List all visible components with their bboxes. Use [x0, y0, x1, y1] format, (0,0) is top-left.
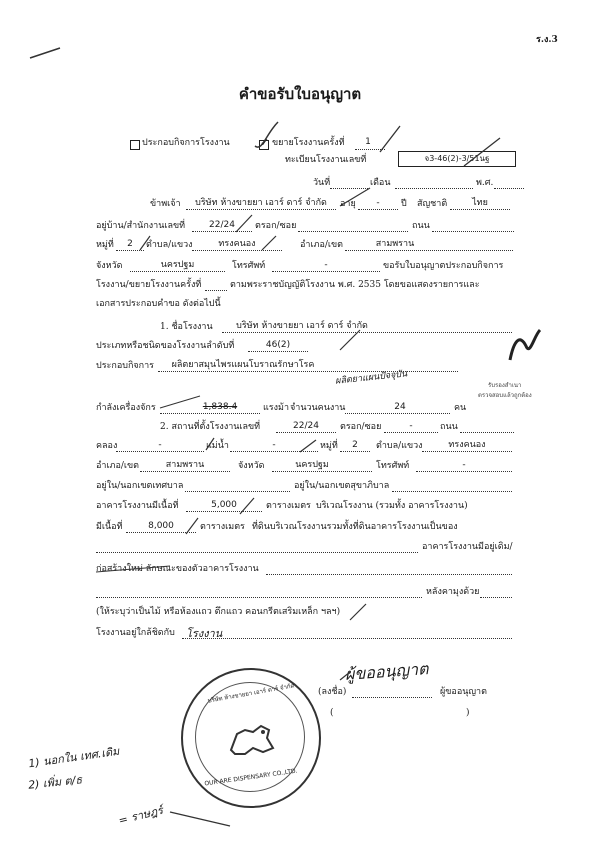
- page-title: คำขอรับใบอนุญาต: [238, 85, 362, 103]
- location-phone: -: [462, 460, 466, 470]
- year-unit: ปี: [401, 199, 407, 209]
- area-value: 5,000: [211, 500, 237, 510]
- factory-type-no: 46(2): [265, 340, 291, 350]
- business-handwritten-note: ผลิตยาแผนปัจจุบัน: [334, 369, 408, 387]
- workers-label: จำนวนคนงาน: [290, 403, 346, 413]
- river-label: แม่น้ำ: [206, 441, 229, 451]
- roof-label: หลังคามุงด้วย: [426, 587, 480, 597]
- area-note: บริเวณโรงงาน (รวมทั้ง อาคารโรงงาน): [316, 501, 468, 511]
- age-label: อายุ: [340, 199, 356, 209]
- location-phone-label: โทรศัพท์: [376, 461, 410, 471]
- para1-line1b: ตามพระราชบัญญัติโรงงาน พ.ศ. 2535 โดยขอแสดงรายการและ: [230, 280, 480, 290]
- area-label: อาคารโรงงานมีเนื้อที่: [96, 501, 179, 511]
- factory-type-label: ประเภทหรือชนิดของโรงงานลำดับที่: [96, 341, 235, 351]
- river-value: -: [272, 440, 276, 450]
- open-paren: (: [330, 708, 334, 718]
- district-value: สามพราน: [375, 239, 415, 249]
- sign-label: (ลงชื่อ): [318, 687, 347, 697]
- power-value: 1,838.4: [202, 402, 238, 412]
- power-label: กำลังเครื่องจักร: [96, 403, 156, 413]
- location-road-label: ถนน: [440, 422, 458, 432]
- margin-note-3: = ราษฎร์: [117, 803, 165, 828]
- zone-sanitary: อยู่ใน/นอกเขตสุขาภิบาล: [294, 481, 390, 491]
- building-existing: อาคารโรงงานมีอยู่เดิม/: [422, 542, 513, 552]
- location-subdistrict: ทรงคนอง: [448, 440, 486, 450]
- year-label: พ.ศ.: [476, 178, 494, 188]
- location-province: นครปฐม: [295, 460, 329, 470]
- expand-checkbox[interactable]: ✓: [260, 136, 270, 149]
- location-label: 2. สถานที่ตั้งโรงงานเลขที่: [160, 422, 261, 432]
- registration-number-box: จ3-46(2)-3/51นฐ: [398, 151, 516, 167]
- power-unit: แรงม้า: [263, 403, 290, 413]
- zone-municipality: อยู่ใน/นอกเขตเทศบาล: [96, 481, 184, 491]
- nationality-value: ไทย: [472, 198, 488, 208]
- moo-value: 2: [127, 239, 133, 249]
- land-label: มีเนื้อที่: [96, 522, 123, 532]
- applicant-name: บริษัท ห้างขายยา เอาร์ ดาร์ จำกัด: [195, 198, 327, 208]
- district-label: อำเภอ/เขต: [300, 240, 343, 250]
- factory-name-label: 1. ชื่อโรงงาน: [160, 322, 213, 332]
- klong-value: -: [158, 440, 162, 450]
- business-value: ผลิตยาสมุนไพรแผนโบราณรักษาโรค: [171, 360, 315, 370]
- month-label: เดือน: [370, 178, 391, 188]
- nationality-label: สัญชาติ: [417, 199, 448, 209]
- klong-label: คลอง: [96, 441, 118, 451]
- age-value: -: [376, 198, 380, 208]
- close-paren: ): [466, 708, 470, 718]
- applicant-role: ผู้ขออนุญาต: [440, 687, 487, 697]
- building-new: ก่อสร้างใหม่ ลักษณะของตัวอาคารโรงงาน: [96, 564, 259, 574]
- factory-name: บริษัท ห้างขายยา เอาร์ ดาร์ จำกัด: [236, 321, 368, 331]
- workers-unit: คน: [454, 403, 467, 413]
- location-alley: -: [409, 421, 413, 431]
- location-province-label: จังหวัด: [238, 461, 265, 471]
- operate-label: ประกอบกิจการโรงงาน: [142, 138, 230, 148]
- location-alley-label: ตรอก/ซอย: [340, 422, 382, 432]
- business-label: ประกอบกิจการ: [96, 361, 155, 371]
- day-label: วันที่: [313, 178, 331, 188]
- location-no: 22/24: [293, 421, 319, 431]
- phone-label: โทรศัพท์: [232, 261, 266, 271]
- location-moo-label: หมู่ที่: [320, 441, 338, 451]
- certify-stamp-1: รับรองสำเนา: [488, 382, 522, 389]
- location-district-label: อำเภอ/เขต: [96, 461, 139, 471]
- applicant-prefix: ข้าพเจ้า: [150, 199, 181, 209]
- location-moo: 2: [352, 440, 358, 450]
- workers-value: 24: [394, 402, 406, 412]
- province-value: นครปฐม: [160, 260, 195, 270]
- para1-line1: โรงงาน/ขยายโรงงานครั้งที่: [96, 280, 202, 290]
- request-text: ขอรับใบอนุญาตประกอบกิจการ: [383, 261, 504, 271]
- near-label: โรงงานอยู่ใกล้ชิดกับ: [96, 628, 175, 638]
- moo-label: หมู่ที่: [96, 240, 114, 250]
- subdistrict-value: ทรงคนอง: [218, 239, 256, 249]
- province-label: จังหวัด: [96, 261, 123, 271]
- form-code: ร.ง.3: [536, 35, 558, 45]
- seal-english: OUR ARE DISPENSARY CO.,LTD.: [204, 767, 298, 788]
- house-label: อยู่บ้าน/สำนักงานเลขที่: [96, 221, 186, 231]
- road-label: ถนน: [412, 221, 430, 231]
- expand-label: ขยายโรงงานครั้งที่: [272, 138, 345, 148]
- signature-handwriting: ผู้ขออนุญาต: [344, 659, 429, 684]
- registration-label: ทะเบียนโรงงานเลขที่: [285, 155, 367, 165]
- phone-value: -: [324, 260, 328, 270]
- margin-note-2: 2) เพิ่ม ต/ธ: [27, 773, 83, 792]
- margin-note-1: 1) นอกใน เทศ.เดิม: [27, 744, 121, 771]
- alley-label: ตรอก/ซอย: [255, 221, 297, 231]
- expand-count: 1: [365, 137, 371, 147]
- land-value: 8,000: [148, 521, 174, 531]
- land-note: ที่ดินบริเวณโรงงานรวมทั้งที่ดินอาคารโรงงานเป็นของ: [252, 522, 458, 532]
- para1-line2: เอกสารประกอบคำขอ ดังต่อไปนี้: [96, 299, 221, 309]
- area-unit: ตารางเมตร: [266, 501, 311, 511]
- location-district: สามพราน: [165, 460, 205, 470]
- land-unit: ตารางเมตร: [200, 522, 245, 532]
- location-subdistrict-label: ตำบล/แขวง: [376, 441, 423, 451]
- subdistrict-label: ตำบล/แขวง: [146, 240, 193, 250]
- material-hint: (ให้ระบุว่าเป็นไม้ หรือห้องแถว ตึกแถว คอนกรีตเสริมเหล็ก ฯลฯ): [96, 607, 341, 617]
- seal-text: บริษัท ห้างขายยา เอาร์ ดาร์ จำกัด: [207, 682, 295, 705]
- house-no: 22/24: [209, 220, 235, 230]
- near-value: โรงงาน: [186, 627, 223, 640]
- certify-stamp-2: ตรวจสอบแล้วถูกต้อง: [478, 392, 532, 399]
